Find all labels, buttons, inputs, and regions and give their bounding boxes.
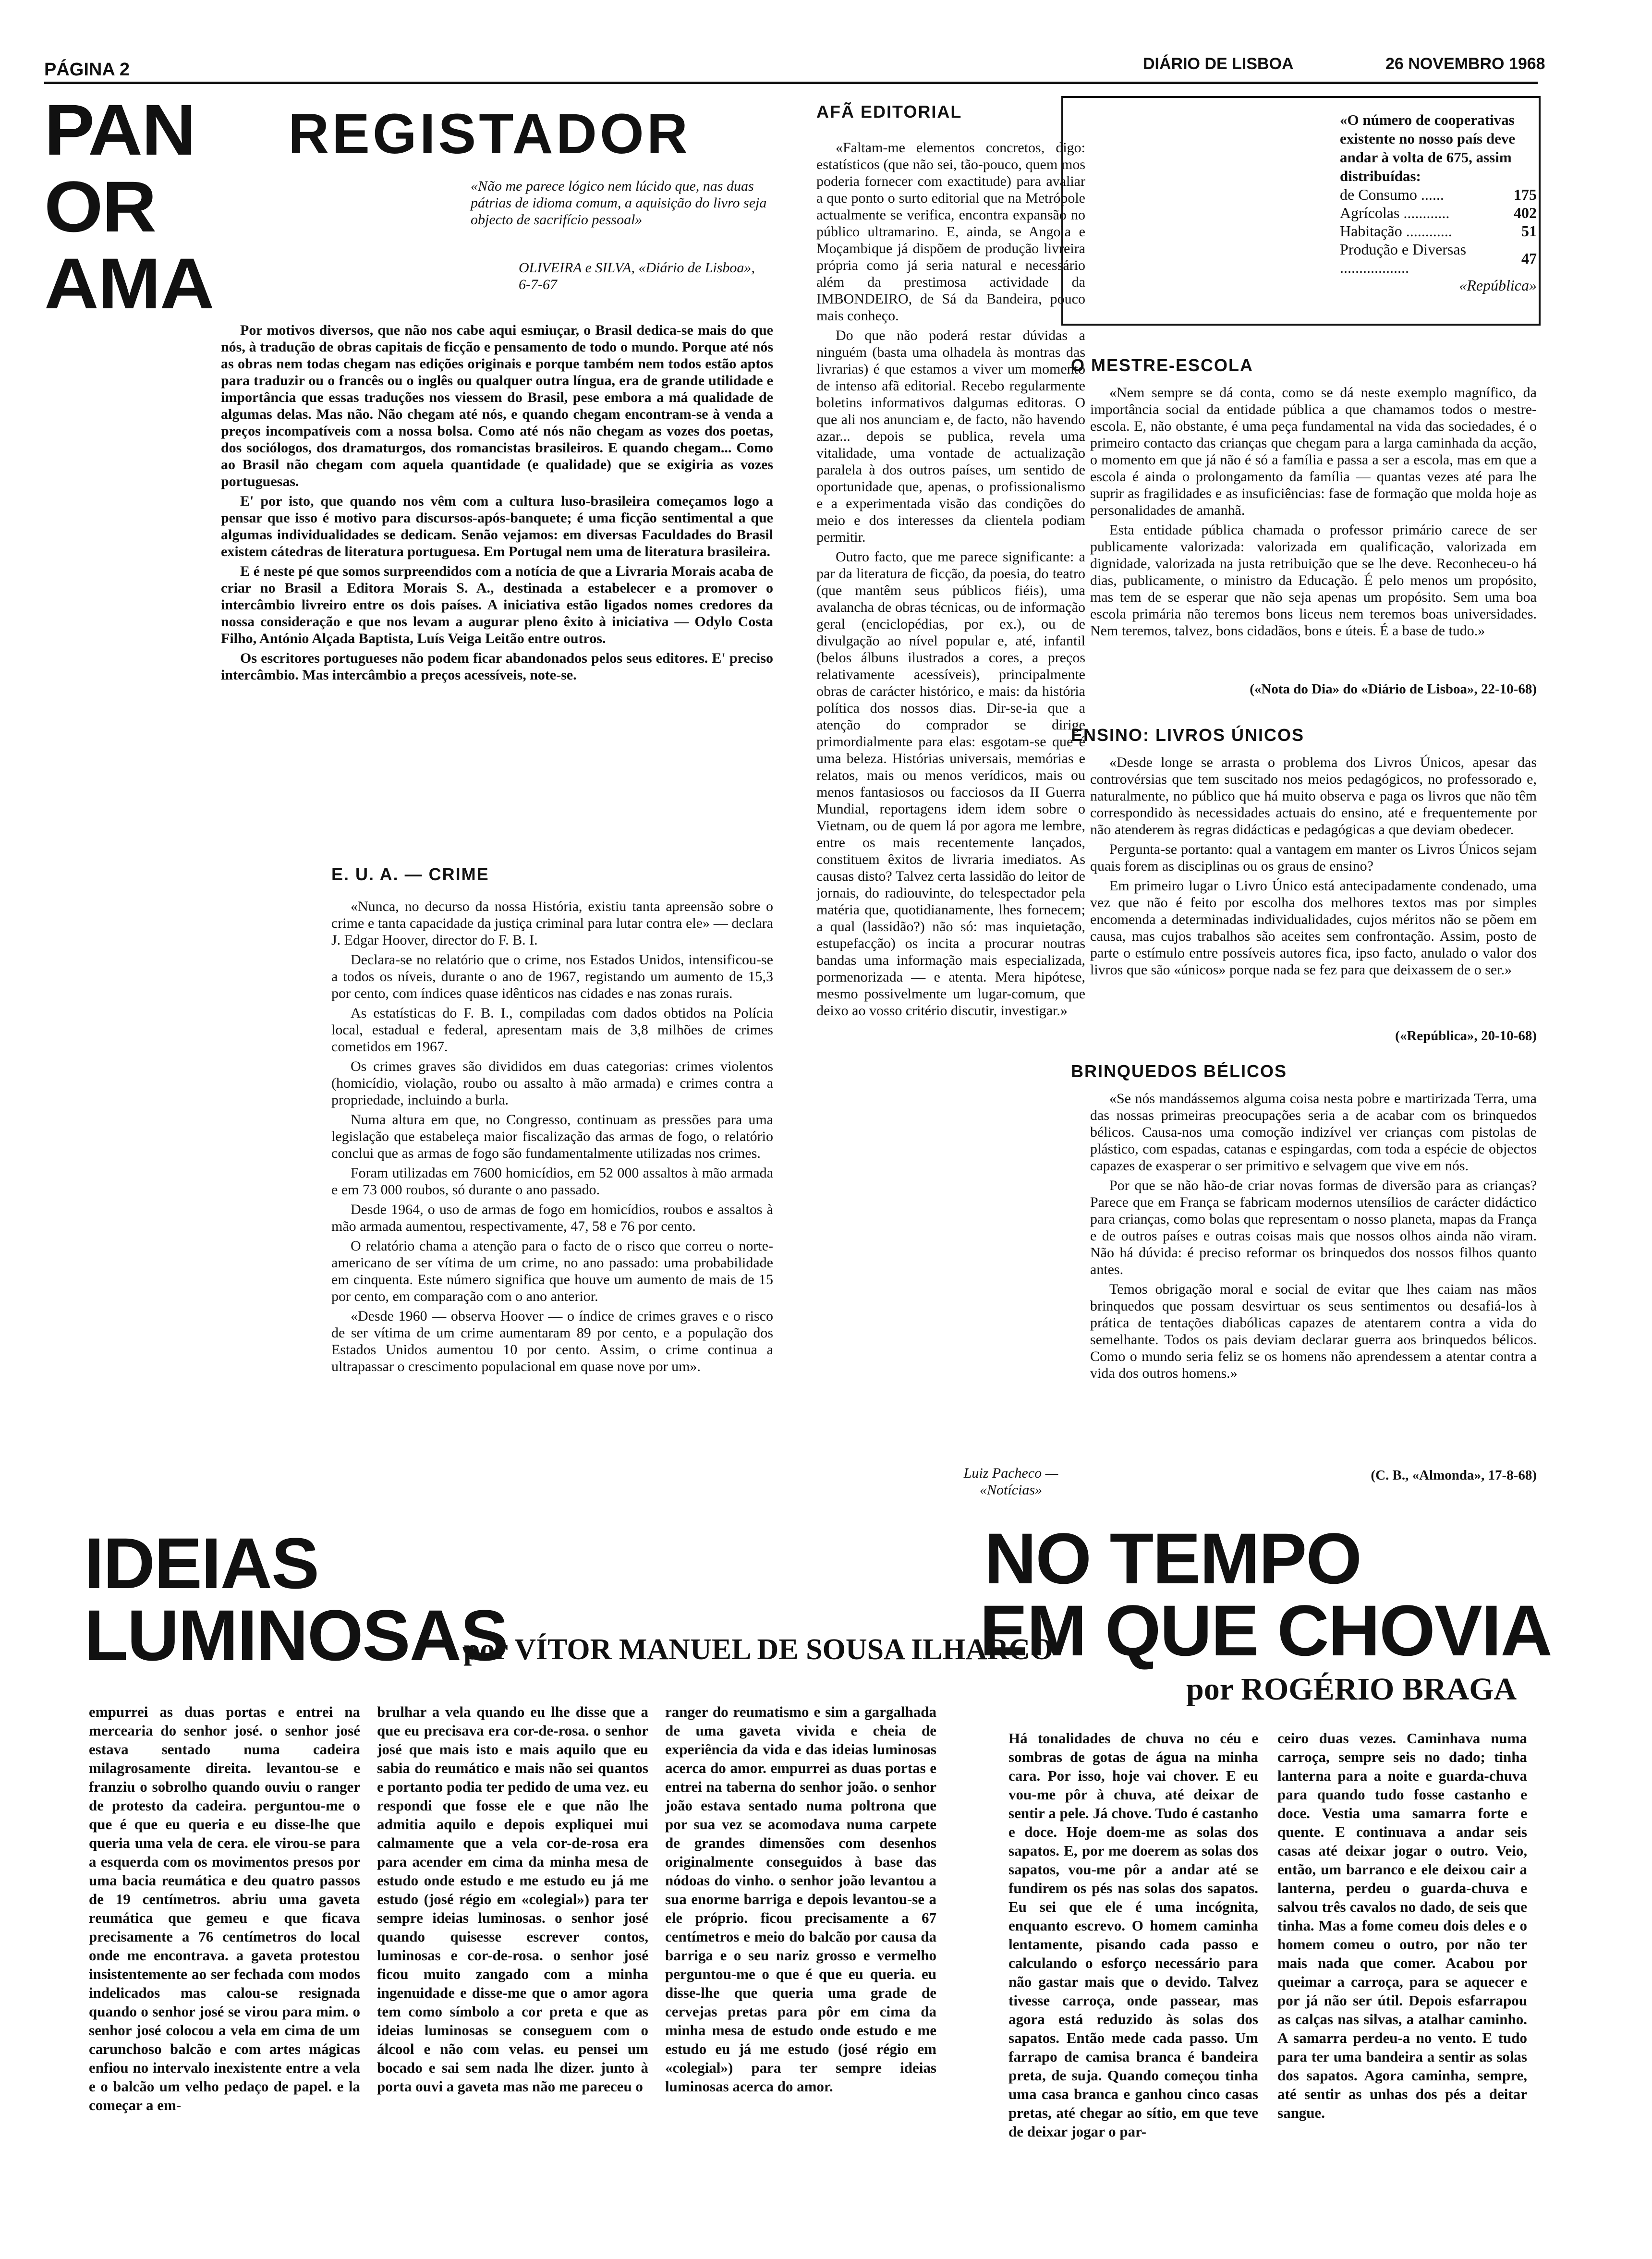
registador-title: REGISTADOR: [288, 102, 691, 166]
table-row: [1340, 204, 1537, 222]
brinquedos-title: BRINQUEDOS BÉLICOS: [1071, 1061, 1288, 1081]
tempo-column-1: Há tonalidades de chuva no céu e sombras de gotas de água na minha cara. Por isso, hoje vai chover. E eu vou-me pôr à chuva, até deixar de sentir a pele. Já chove. Tudo é castanho e doce. Hoje doem-me as solas dos sapatos. E, por me doerem as solas dos sapatos, vou-me pôr a andar até se fundirem os pés nas solas dos sapatos. Eu sei que ele é uma incógnita, enquanto escrevo. O homem caminha lentamente, pisando cada passo e calculando o esforço necessário para não gastar mais que o devido. Talvez tivesse carroça, onde passear, mas agora está reduzido às solas dos sapatos. Então mede cada passo. Um farrapo de camisa branca é bandeira preta, de suja. Quando começou tinha uma casa branca e ganhou cinco casas pretas, até chegar ao sítio, em que teve de deixar jogar o par-: [1008, 1730, 1258, 2140]
afa-paragraph: Do que não poderá restar dúvidas a ninguém (basta uma olhadela às montras das livrarias) é que estamos a viver um momento de intenso afã editorial. Recebo regularmente boletins informativos dalgumas editoras. O que ali nos anunciam e, de facto, não havendo azar... depois se publica, revela uma vitalidade, uma vontade de actualização paralela à dos outros países, um sentido de oportunidade que, apenas, o profissionalismo e a experimentada visão das condições do meio e dos interesses da clientela podiam permitir.: [816, 328, 1085, 545]
cooperativas-content: [1340, 110, 1537, 294]
panorama-line-3: AMA: [44, 243, 214, 324]
ensino-paragraph: «Desde longe se arrasta o problema dos Livros Únicos, apesar das controvérsias que tem suscitado nos meios pedagógicos, no professorado e, naturalmente, no público que há muito observa e paga os livros que não têm correspondido às necessidades actuais do ensino, até e frequentemente por não atenderem às regras didácticas e pedagógicas a que deviam obedecer.: [1090, 754, 1537, 838]
table-cell: Produção e Diversas ..................: [1340, 241, 1467, 276]
table-row: [1340, 240, 1537, 277]
registador-paragraph: E é neste pé que somos surpreendidos com a notícia de que a Livraria Morais acaba de criar no Brasil a Editora Morais S. A., destinada a estabelecer e a promover o intercâmbio livreiro entre os dois países. A iniciativa estão ligados nomes credores da nossa consideração e que nos levam a augurar pleno êxito à iniciativa — Odylo Costa Filho, António Alçada Baptista, Luís Veiga Leitão entre outros.: [221, 563, 773, 646]
mestre-escola-article: [1090, 384, 1537, 677]
mestre-escola-source: («Nota do Dia» do «Diário de Lisboa», 22-10-68): [1250, 681, 1537, 697]
header-rule: [44, 82, 1538, 84]
afa-editorial-article: [816, 139, 1085, 1445]
table-cell: Agrícolas ............: [1340, 204, 1450, 221]
tempo-column-2: ceiro duas vezes. Caminhava numa carroça, sempre seis no dado; tinha lanterna para a noite e guarda-chuva para quando tudo fosse castanho e doce. Vestia uma samarra forte e quente. E continuava a andar seis casas até deixar jogar o outro. Veio, então, um barranco e ele deixou cair a lanterna, perdeu o guarda-chuva e salvou três cavalos no dado, de seis que tinha. Mas a fome comeu dois deles e o homem comeu o outro, por não ter mais nada que comer. Acabou por queimar a carroça, para se aquecer e por já não ser útil. Depois esfarrapou as calças nas silvas, a atalhar caminho. A samarra perdeu-a no vento. E tudo para ter uma bandeira a sentir as solas dos sapatos. Agora caminha, sempre, até sentir as unhas dos pés a deitar sangue.: [1277, 1730, 1527, 2121]
mestre-paragraph: «Nem sempre se dá conta, como se dá neste exemplo magnífico, da importância social da entidade pública a que chamamos todos o mestre-escola. E, não obstante, é uma peça fundamental na vida das sociedades, é o primeiro contacto das crianças que chegam para a larga caminhada da acção, o momento em que já não é só a família e passa a ser a escola, mas em que a escola é ainda o prolongamento da família — quantas vezes até para lhe suprir as fragilidades e as insuficiências: fase de formação que molda hoje as personalidades de amanhã.: [1090, 385, 1537, 518]
eua-paragraph: «Desde 1960 — observa Hoover — o índice de crimes graves e o risco de ser vítima de um crime aumentaram 89 por cento, e a população dos Estados Unidos aumentou 10 por cento. Assim, o crime continua a ultrapassar o crescimento populacional em quase nove por um».: [331, 1308, 773, 1374]
registador-epigraph: «Não me parece lógico nem lúcido que, nas duas pátrias de idioma comum, a aquisição do livro seja objecto de sacrifício pessoal»: [471, 178, 767, 228]
table-row: [1340, 222, 1537, 240]
eua-paragraph: As estatísticas do F. B. I., compiladas com dados obtidos na Polícia local, estadual e federal, apresentam mais de 3,8 milhões de crimes cometidos em 1967.: [331, 1005, 773, 1055]
ideias-column-3: ranger do reumatismo e sim a gargalhada de uma gaveta vivida e cheia de experiência da vida e das ideias luminosas acerca do amor. empurrei as duas portas e entrei na taberna do senhor joão. o senhor joão estava sentado numa poltrona que por sua vez se acomodava numa carpete de grandes dimensões com desenhos originalmente conseguidos à base das nódoas do vinho. o senhor joão levantou a sua enorme barriga e depois levantou-se a ele próprio. ficou precisamente a 67 centímetros e meio do balcão por causa da barriga e o seu nariz grosso e vermelho perguntou-me o que é que eu queria. eu disse-lhe que queria uma grade de cervejas pretas para pôr em cima da minha mesa de estudo onde estudo e me estudo eu já me estudo (josé régio em «colegial») para ter sempre ideias luminosas acerca do amor.: [665, 1703, 936, 2095]
cooperativas-intro: «O número de cooperativas existente no nosso país deve andar à volta de 675, assim distribuídas:: [1340, 111, 1516, 184]
ideias-byline: por VÍTOR MANUEL DE SOUSA ILHARCO: [463, 1633, 1054, 1666]
table-cell: de Consumo ......: [1340, 186, 1444, 203]
ideias-title-line-1: IDEIAS: [84, 1523, 319, 1603]
brinquedos-paragraph: «Se nós mandássemos alguma coisa nesta pobre e martirizada Terra, uma das nossas primeiras preocupações seria a de acabar com os brinquedos bélicos. Causa-nos uma comoção indizível ver crianças com pistolas de plástico, com espadas, catanas e espingardas, com toda a espécie de objectos capazes de exasperar o ser primitivo e selvagem que vive em nós.: [1090, 1091, 1537, 1174]
brinquedos-article: [1090, 1090, 1537, 1460]
ideias-column-2: brulhar a vela quando eu lhe disse que a que eu precisava era cor-de-rosa. o senhor josé que mais isto e mais aquilo que eu sabia do reumático e mais não sei quantos e portanto podia ter pedido de uma vez. eu respondi que fosse ele e que não lhe admitia aquilo e depois expliquei mui calmamente que a vela cor-de-rosa era para acender em cima da minha mesa de estudo onde estudo e me estudo eu já me estudo (josé régio em «colegial») para ter sempre ideias luminosas. o senhor josé quando quisesse escrever contos, luminosas e cor-de-rosa. o senhor josé ficou muito zangado com a minha ingenuidade e disse-me que o amor agora tem como símbolo a cor preta e que as ideias luminosas se conseguem com o álcool e não com velas. eu pensei um bocado e sai sem nada lhe dizer. junto à porta ouvi a gaveta mas não me pareceu o: [377, 1703, 648, 2095]
registador-paragraph: E' por isto, que quando nos vêm com a cultura luso-brasileira começamos logo a pensar que isso é motivo para discursos-após-banquete; é uma ficção sentimental a que algumas individualidades se dedicam. Senão vejamos: em diversas Faculdades do Brasil existem cátedras de literatura portuguesa. Em Portugal nem uma de literatura brasileira.: [221, 493, 773, 559]
registador-paragraph: Os escritores portugueses não podem ficar abandonados pelos seus editores. E' preciso intercâmbio. Mas intercâmbio a preços acessíveis, note-se.: [221, 650, 773, 683]
table-cell: 47: [1521, 250, 1537, 267]
eua-paragraph: Numa altura em que, no Congresso, continuam as pressões para uma legislação que estabeleça maior fiscalização das armas de fogo, o relatório conclui que as armas de fogo são fundamentalmente utilizadas nos crimes.: [331, 1112, 773, 1161]
table-row: [1340, 185, 1537, 204]
eua-paragraph: «Nunca, no decurso da nossa História, existiu tanta apreensão sobre o crime e tanta capacidade da justiça criminal para lutar contra ele» — declara J. Edgar Hoover, director do F. B. I.: [331, 899, 773, 948]
cooperativas-table: [1340, 185, 1537, 277]
registador-article: [221, 322, 773, 826]
panorama-logo: [44, 89, 217, 324]
brinquedos-paragraph: Por que se não hão-de criar novas formas de diversão para as crianças? Parece que em França se fabricam modernos utensílios de carácter didáctico para crianças, como bolas que representam o nosso planeta, mapas da França e de outros países e outras coisas mais que nossos olhos ainda não viram. Não há dúvida: é preciso reformar os brinquedos dos nossos filhos quanto antes.: [1090, 1178, 1537, 1277]
afa-editorial-source: Luiz Pacheco — «Notícias»: [963, 1465, 1058, 1498]
table-cell: Habitação ............: [1340, 222, 1452, 240]
tempo-byline: por ROGÉRIO BRAGA: [1186, 1672, 1517, 1707]
eua-crime-title: E. U. A. — CRIME: [331, 864, 489, 884]
cooperativas-source: «República»: [1459, 277, 1537, 294]
afa-editorial-title: AFÃ EDITORIAL: [816, 102, 962, 121]
afa-paragraph: Outro facto, que me parece significante: a par da literatura de ficção, da poesia, do teatro (que mantêm seus públicos fiéis), uma avalancha de obras técnicas, ou de informação geral (enciclopédias, por ex.), ou de divulgação ao nível popular e, até, infantil (belos álbuns ilustrados a cores, a preços relativamente acessíveis), principalmente obras de carácter histórico, e mais: da história política dos nossos dias. Dir-se-ia que a atenção do comprador se dirige primordialmente para elas: esgotam-se que é uma beleza. Histórias universais, memórias e relatos, mais ou menos verídicos, mais ou menos fantasiosos ou facciosos da II Guerra Mundial, reportagens idem idem sobre o Vietnam, ou de quem lá por agora me lembre, entre os mais recentemente lançados, constituem êxitos de livraria imediatos. As causas disto? Talvez certa lassidão do leitor de jornais, do radiouvinte, do telespectador pela matéria que, quotidianamente, lhes fornecem; a qual (lassidão?) não só: mas inquietação, estupefacção) os incita a procurar noutras bandas uma informação mais especializada, pormenorizada — e atenta. Mera hipótese, mesmo possivelmente um lugar-comum, que deixo ao vosso critério discutir, investigar.»: [816, 549, 1085, 1019]
ensino-article: [1090, 754, 1537, 1013]
table-cell: 402: [1514, 204, 1537, 221]
table-cell: 175: [1514, 186, 1537, 203]
page-number: PÁGINA 2: [44, 60, 130, 80]
table-cell: 51: [1521, 222, 1537, 240]
brinquedos-paragraph: Temos obrigação moral e social de evitar que lhes caiam nas mãos brinquedos que possam desvirtuar os seus sentimentos ou desafiá-los à prática de tentações diabólicas capazes de atentarem contra a vida do semelhante. Todos os pais deviam declarar guerra aos brinquedos bélicos. Como o mundo seria feliz se os homens não aprendessem a atentar contra a vida dos outros homens.»: [1090, 1281, 1537, 1381]
eua-crime-article: [331, 898, 773, 1518]
eua-paragraph: Os crimes graves são divididos em duas categorias: crimes violentos (homicídio, violação, roubo ou assalto à mão armada) e crimes contra a propriedade, incluindo a burla.: [331, 1058, 773, 1108]
ensino-title: ENSINO: LIVROS ÚNICOS: [1071, 725, 1305, 745]
issue-date: 26 NOVEMBRO 1968: [1385, 55, 1545, 73]
tempo-title-line-2: EM QUE CHOVIA: [980, 1590, 1552, 1671]
ideias-column-1: empurrei as duas portas e entrei na mercearia do senhor josé. o senhor josé estava sentado numa cadeira milagrosamente direita. levantou-se e franziu o sobrolho quando ouviu o ranger de protesto da cadeira. perguntou-me o que é que eu queria e eu disse-lhe que queria uma vela de cera. ele virou-se para a esquerda com os movimentos presos por uma bacia reumática e deu quatro passos de 19 centímetros. abriu uma gaveta reumática que gemeu e que ficava precisamente a 76 centímetros do local onde me encontrava. a gaveta protestou insistentemente ao ser fechada com modos indelicados mas calou-se resignada quando o senhor josé se virou para mim. o senhor josé colocou a vela em cima de um carunchoso balcão e com artes mágicas enfiou no intervalo inexistente entre a vela e o balcão um velho pedaço de papel. e la começar a em-: [89, 1703, 360, 2113]
panorama-line-1: PAN: [44, 89, 195, 170]
mestre-escola-title: O MESTRE-ESCOLA: [1071, 355, 1254, 375]
panorama-line-2: OR: [44, 166, 156, 247]
ensino-paragraph: Em primeiro lugar o Livro Único está antecipadamente condenado, uma vez que não é feito por escolha dos melhores textos mas por simples encomenda a determinadas individualidades, cujos méritos não se põem em causa, mas cujos trabalhos são aceites sem confrontação. Assim, posto de parte o estímulo entre possíveis autores fica, ipso facto, anulado o valor dos livros que são «únicos» porque nada se fez para que deixassem de o ser.»: [1090, 878, 1537, 978]
newspaper-name: DIÁRIO DE LISBOA: [1143, 55, 1294, 73]
eua-paragraph: O relatório chama a atenção para o facto de o risco que correu o norte-americano de ser vítima de um crime, no ano passado: uma probabilidade em cinquenta. Este número significa que houve um aumento de mais de 15 por cento, em comparação com o ano anterior.: [331, 1238, 773, 1304]
mestre-paragraph: Esta entidade pública chamada o professor primário carece de ser publicamente valorizada: valorizada em qualificação, valorizada em dignidade, valorizada na justa retribuição que se lhe deve. Reconheceu-o há dias, publicamente, o ministro da Educação. É pelo menos um propósito, mas tem de se esperar que não seja apenas um propósito. Sem uma boa escola primária não teremos bons liceus nem teremos boas universidades. Nem teremos, talvez, bons cidadãos, bons e úteis. É a base de tudo.»: [1090, 522, 1537, 639]
tempo-title-line-1: NO TEMPO: [984, 1518, 1361, 1599]
ideias-title-line-2: LUMINOSAS: [84, 1595, 508, 1676]
eua-paragraph: Desde 1964, o uso de armas de fogo em homicídios, roubos e assaltos à mão armada aumentou, respectivamente, 47, 58 e 76 por cento.: [331, 1202, 773, 1234]
registador-epigraph-source: OLIVEIRA e SILVA, «Diário de Lisboa», 6-7-67: [519, 260, 755, 292]
brinquedos-source: (C. B., «Almonda», 17-8-68): [1371, 1468, 1537, 1483]
eua-paragraph: Foram utilizadas em 7600 homicídios, em 52 000 assaltos à mão armada e em 73 000 roubos, só durante o ano passado.: [331, 1165, 773, 1198]
eua-paragraph: Declara-se no relatório que o crime, nos Estados Unidos, intensificou-se a todos os níveis, durante o ano de 1967, registando um aumento de 15,3 por cento, com índices quase idênticos nas cidades e nas zonas rurais.: [331, 952, 773, 1001]
registador-paragraph: Por motivos diversos, que não nos cabe aqui esmiuçar, o Brasil dedica-se mais do que nós, à tradução de obras capitais de ficção e pensamento de todo o mundo. Porque até nós as obras nem todas chegam nas edições originais e porque também nem todos estão aptos para traduzir ou o francês ou o inglês ou qualquer outra língua, era de grande utilidade e importância que essas traduções nos viessem do Brasil, pese embora a má qualidade de algumas delas. Mas não. Não chegam até nós, e quando chegam encontram-se à venda a preços incompatíveis com a nossa bolsa. Como até nós não chegam as vozes dos poetas, dos sociólogos, dos dramaturgos, dos romancistas brasileiros. E quando chegam... Como ao Brasil não chegam com aquela quantidade (e qualidade) que se exigiria as vozes portuguesas.: [221, 322, 773, 489]
afa-paragraph: «Faltam-me elementos concretos, digo: estatísticos (que não sei, tão-pouco, quem mos poderia fornecer com exactitude) para avaliar a que ponto o surto editorial que na Metrópole actualmente se verifica, encontra expansão no público ultramarino. E, ainda, se Angola e Moçambique já dispõem de produção livreira própria como já seria natural e necessário além da prestimosa actividade da IMBONDEIRO, de Sá da Bandeira, pouco mais conheço.: [816, 140, 1085, 324]
ensino-paragraph: Pergunta-se portanto: qual a vantagem em manter os Livros Únicos sejam quais forem as disciplinas ou os graus de ensino?: [1090, 841, 1537, 874]
ensino-source: («República», 20-10-68): [1395, 1028, 1537, 1044]
